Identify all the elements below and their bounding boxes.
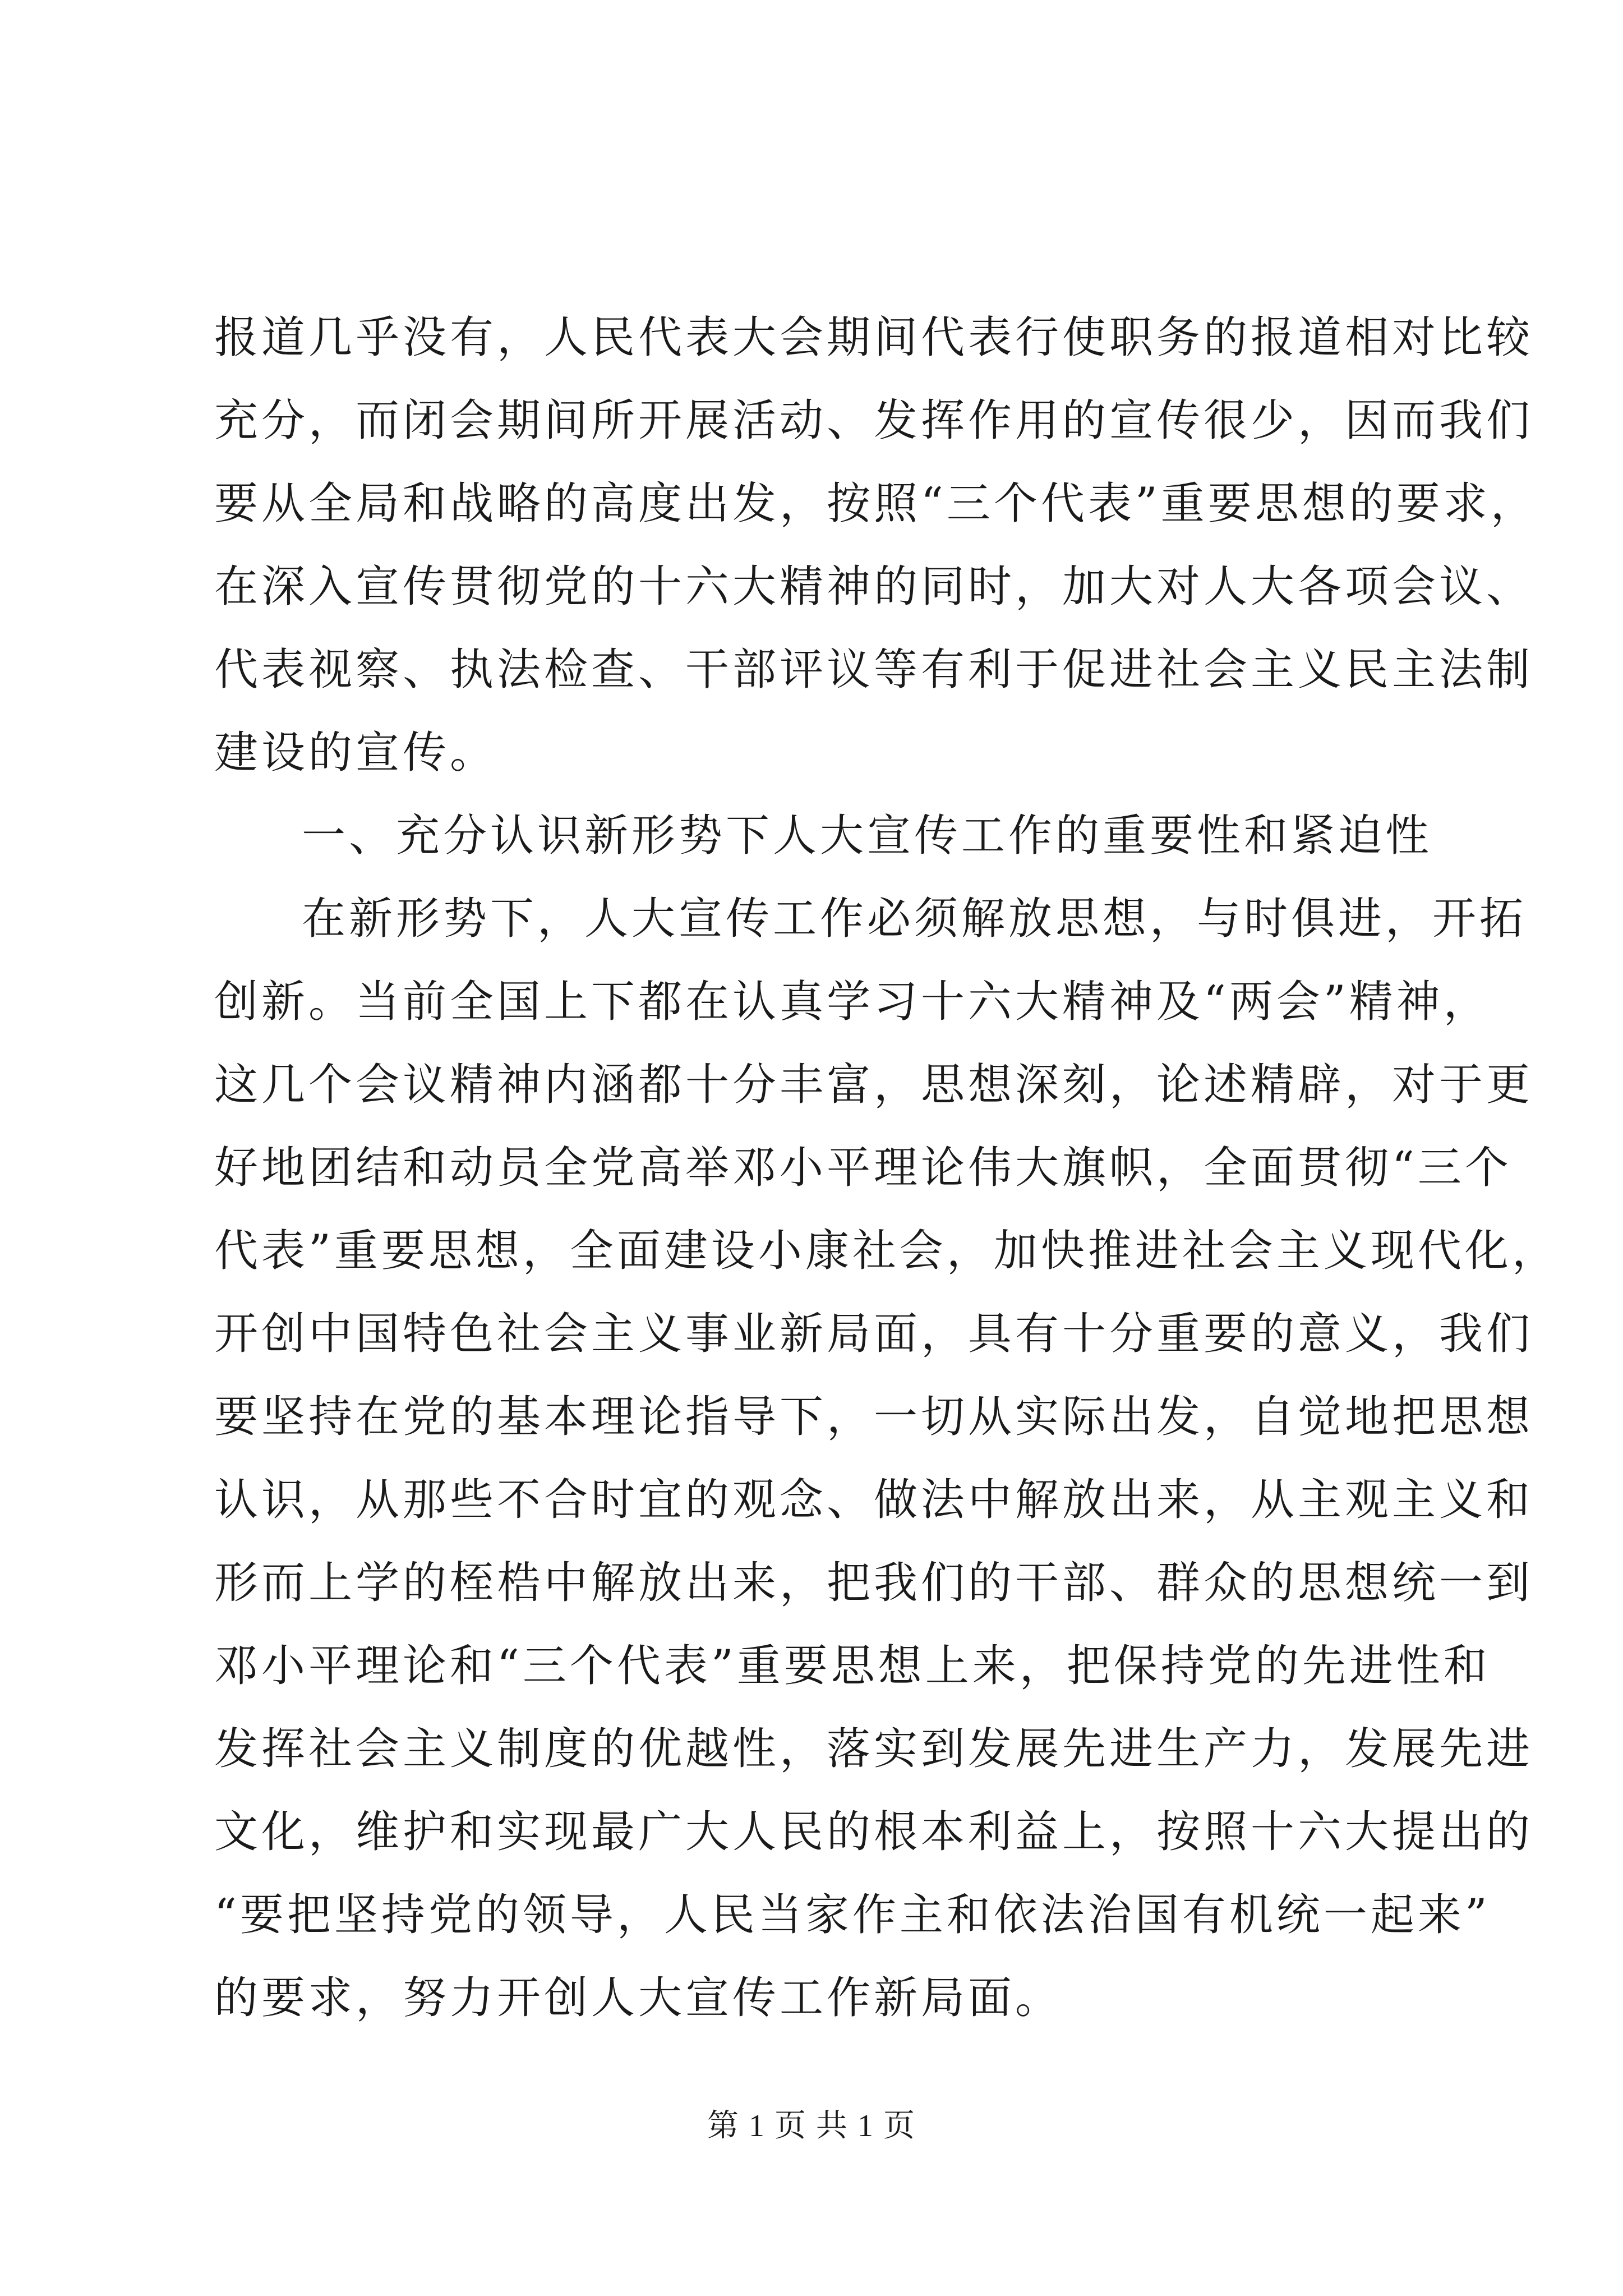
text-line: “要把坚持党的领导，人民当家作主和依法治国有机统一起来” bbox=[214, 1890, 1491, 1940]
text-line: 的要求，努力开创人大宣传工作新局面。 bbox=[214, 1973, 1063, 2023]
section-heading: 一、充分认识新形势下人大宣传工作的重要性和紧迫性 bbox=[302, 811, 1433, 861]
page-footer: 第 1 页 共 1 页 bbox=[707, 2109, 916, 2143]
text-line: 发挥社会主义制度的优越性，落实到发展先进生产力，发展先进 bbox=[214, 1724, 1534, 1774]
text-line: 要坚持在党的基本理论指导下，一切从实际出发，自觉地把思想 bbox=[214, 1392, 1534, 1442]
text-line: 认识，从那些不合时宜的观念、做法中解放出来，从主观主义和 bbox=[214, 1475, 1534, 1525]
text-line: 充分，而闭会期间所开展活动、发挥作用的宣传很少，因而我们 bbox=[214, 395, 1534, 446]
text-line: 邓小平理论和“三个代表”重要思想上来，把保持党的先进性和 bbox=[214, 1641, 1491, 1691]
text-line: 要从全局和战略的高度出发，按照“三个代表”重要思想的要求， bbox=[214, 478, 1538, 529]
text-line: 在新形势下，人大宣传工作必须解放思想，与时俱进，开拓 bbox=[302, 894, 1527, 944]
text-line: 好地团结和动员全党高举邓小平理论伟大旗帜，全面贯彻“三个 bbox=[214, 1143, 1512, 1193]
text-line: 代表视察、执法检查、干部评议等有利于促进社会主义民主法制 bbox=[214, 645, 1534, 695]
text-line: 形而上学的桎梏中解放出来，把我们的干部、群众的思想统一到 bbox=[214, 1558, 1534, 1608]
text-line: 创新。当前全国上下都在认真学习十六大精神及“两会”精神， bbox=[214, 977, 1491, 1027]
text-line: 在深入宣传贯彻党的十六大精神的同时，加大对人大各项会议、 bbox=[214, 562, 1534, 612]
text-line: 这几个会议精神内涵都十分丰富，思想深刻，论述精辟，对于更 bbox=[214, 1060, 1534, 1110]
text-line: 开创中国特色社会主义事业新局面，具有十分重要的意义，我们 bbox=[214, 1309, 1534, 1359]
body-text bbox=[214, 296, 1559, 2040]
text-line: 报道几乎没有，人民代表大会期间代表行使职务的报道相对比较 bbox=[214, 312, 1534, 363]
text-line: 文化，维护和实现最广大人民的根本利益上，按照十六大提出的 bbox=[214, 1807, 1534, 1857]
text-line: 代表”重要思想，全面建设小康社会，加快推进社会主义现代化， bbox=[214, 1226, 1559, 1276]
text-line: 建设的宣传。 bbox=[214, 728, 497, 778]
